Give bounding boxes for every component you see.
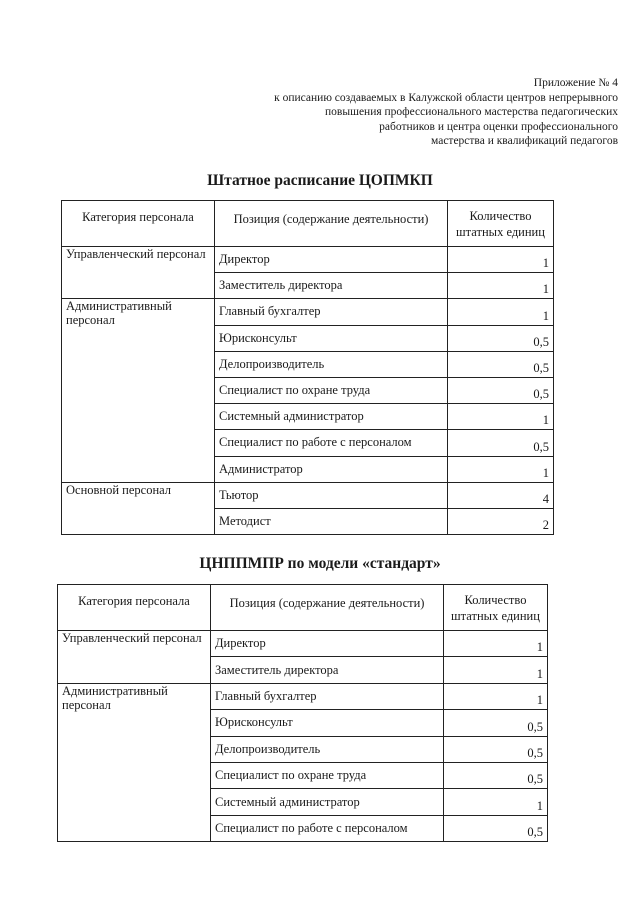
category-cell: Основной персонал xyxy=(62,482,215,534)
count-cell: 0,5 xyxy=(448,351,554,377)
count-cell: 0,5 xyxy=(444,710,548,736)
position-cell: Заместитель директора xyxy=(211,657,444,683)
position-cell: Главный бухгалтер xyxy=(211,683,444,709)
count-cell: 1 xyxy=(448,299,554,325)
table-header-row xyxy=(58,585,548,631)
annex-line: Приложение № 4 xyxy=(533,77,618,89)
position-cell: Системный администратор xyxy=(211,789,444,815)
count-cell: 0,5 xyxy=(448,325,554,351)
annex-header xyxy=(198,76,618,149)
position-cell: Делопроизводитель xyxy=(215,351,448,377)
category-cell: Управленческий персонал xyxy=(58,631,211,684)
column-header: Количество штатных единиц xyxy=(444,585,548,631)
annex-line: повышения профессионального мастерства педагогических xyxy=(325,106,618,118)
count-cell: 1 xyxy=(444,683,548,709)
position-cell: Директор xyxy=(215,247,448,273)
count-cell: 2 xyxy=(448,508,554,534)
table-row xyxy=(58,683,548,709)
count-cell: 1 xyxy=(444,657,548,683)
table1-title: Штатное расписание ЦОПМКП xyxy=(207,172,433,189)
category-cell: Административный персонал xyxy=(58,683,211,841)
staff-table-copmkp xyxy=(61,200,554,535)
annex-line: мастерства и квалификаций педагогов xyxy=(431,135,618,147)
count-cell: 0,5 xyxy=(444,762,548,788)
position-cell: Специалист по охране труда xyxy=(215,377,448,403)
count-cell: 1 xyxy=(448,456,554,482)
count-cell: 0,5 xyxy=(448,430,554,456)
position-cell: Делопроизводитель xyxy=(211,736,444,762)
count-cell: 1 xyxy=(448,404,554,430)
position-cell: Администратор xyxy=(215,456,448,482)
annex-line: к описанию создаваемых в Калужской области центров непрерывного xyxy=(274,91,618,104)
count-cell: 1 xyxy=(444,631,548,657)
table-row xyxy=(62,247,554,273)
table-row xyxy=(62,299,554,325)
position-cell: Заместитель директора xyxy=(215,273,448,299)
count-cell: 0,5 xyxy=(448,377,554,403)
position-cell: Главный бухгалтер xyxy=(215,299,448,325)
category-cell: Управленческий персонал xyxy=(62,247,215,299)
table-row xyxy=(58,631,548,657)
position-cell: Директор xyxy=(211,631,444,657)
position-cell: Методист xyxy=(215,508,448,534)
count-cell: 1 xyxy=(448,247,554,273)
column-header: Позиция (содержание деятельности) xyxy=(211,585,444,631)
position-cell: Системный администратор xyxy=(215,404,448,430)
position-cell: Специалист по работе с персоналом xyxy=(211,815,444,841)
position-cell: Юрисконсульт xyxy=(215,325,448,351)
count-cell: 4 xyxy=(448,482,554,508)
column-header: Количество штатных единиц xyxy=(448,201,554,247)
column-header: Категория персонала xyxy=(62,201,215,247)
position-cell: Специалист по работе с персоналом xyxy=(215,430,448,456)
column-header: Категория персонала xyxy=(58,585,211,631)
position-cell: Специалист по охране труда xyxy=(211,762,444,788)
table-header-row xyxy=(62,201,554,247)
position-cell: Юрисконсульт xyxy=(211,710,444,736)
count-cell: 0,5 xyxy=(444,815,548,841)
count-cell: 0,5 xyxy=(444,736,548,762)
count-cell: 1 xyxy=(448,273,554,299)
position-cell: Тьютор xyxy=(215,482,448,508)
staff-table-cnppmpr xyxy=(57,584,548,842)
table2-title: ЦНППМПР по модели «стандарт» xyxy=(199,555,441,572)
category-cell: Административный персонал xyxy=(62,299,215,482)
annex-line: работников и центра оценки профессионального xyxy=(379,120,618,133)
count-cell: 1 xyxy=(444,789,548,815)
table-row xyxy=(62,482,554,508)
column-header: Позиция (содержание деятельности) xyxy=(215,201,448,247)
